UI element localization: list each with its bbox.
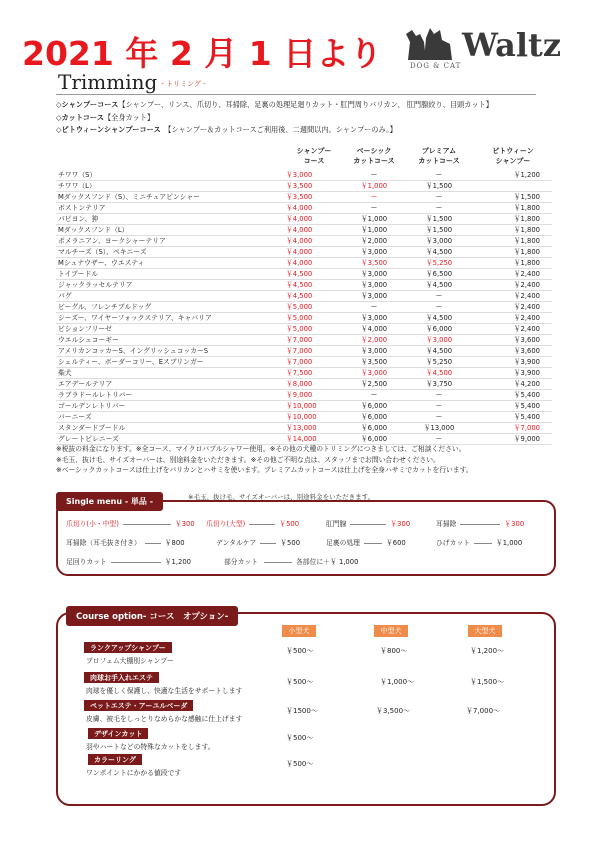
price-cell: ￥1,800 <box>474 236 552 247</box>
waltz-logo <box>404 20 561 76</box>
single-item-label: デンタルケア <box>216 539 257 547</box>
price-cell: ￥4,000 <box>344 324 404 335</box>
course-option-tab: Course option- コース オプション- <box>66 606 238 626</box>
price-cell: ー <box>404 412 474 423</box>
price-cell: ー <box>404 390 474 401</box>
price-cell: ￥4,000 <box>284 214 344 225</box>
single-item-label: 爪切り(大型) <box>206 520 246 528</box>
price-cell: ￥7,000 <box>284 357 344 368</box>
single-item-label: 足裏の処理 <box>326 539 360 547</box>
option-price-large: ￥7,000～ <box>466 707 501 715</box>
price-cell: ￥6,000 <box>344 423 404 434</box>
option-price-small: ￥500～ <box>286 734 314 742</box>
breed-cell: シーズー、ワイヤーフォックステリア、キャバリア <box>56 313 284 324</box>
breed-cell: ポメラニアン、ヨークシャーテリア <box>56 236 284 247</box>
single-item-price: ￥800 <box>164 539 185 547</box>
single-row-3c <box>260 556 358 566</box>
table-row <box>56 401 552 412</box>
price-cell: ￥4,000 <box>284 225 344 236</box>
single-item-price: 各部位に＋￥ 1,000 <box>296 558 359 566</box>
table-row <box>56 203 552 214</box>
course-detail: 【全身カット】 <box>103 112 155 122</box>
price-cell: ー <box>344 170 404 181</box>
course-detail: 【シャンプー＆カットコースご利用後、二週間以内。シャンプーのみ。】 <box>167 125 397 134</box>
option-price-small: ￥500～ <box>286 760 314 768</box>
price-cell: ￥2,000 <box>344 236 404 247</box>
single-item-label: 爪切り(小・中型) <box>66 520 119 528</box>
option-desc: プロフェム大棚別シャンプー <box>86 657 174 665</box>
single-item-price: ￥300 <box>504 520 525 528</box>
table-row <box>56 434 552 445</box>
option-price-medium: ￥3,500～ <box>376 707 411 715</box>
price-cell: ￥1,800 <box>474 203 552 214</box>
single-row-2b <box>216 537 300 547</box>
price-cell: ￥1,800 <box>474 258 552 269</box>
breed-cell: バーニーズ <box>56 412 284 423</box>
table-row <box>56 302 552 313</box>
price-cell: ￥6,000 <box>404 324 474 335</box>
trimming-subtitle: - トリミング - <box>161 79 206 88</box>
price-cell: ￥4,500 <box>404 280 474 291</box>
price-table <box>56 142 552 445</box>
price-cell: ￥1,800 <box>474 225 552 236</box>
price-cell: ￥5,000 <box>284 313 344 324</box>
single-item-price: ￥500 <box>279 520 300 528</box>
price-cell: ￥7,000 <box>284 335 344 346</box>
breed-cell: トイプードル <box>56 269 284 280</box>
price-cell: ￥3,000 <box>404 335 474 346</box>
option-label: カラーリング <box>88 754 142 765</box>
option-price-medium: ￥1,000～ <box>380 678 415 686</box>
price-cell: ￥3,000 <box>344 313 404 324</box>
course-descriptions <box>56 99 556 137</box>
price-cell: ￥7,000 <box>284 346 344 357</box>
single-row-2d <box>436 537 522 547</box>
table-row <box>56 192 552 203</box>
breed-cell: ボストンテリア <box>56 203 284 214</box>
price-cell: ー <box>404 302 474 313</box>
price-cell: ￥1,800 <box>474 214 552 225</box>
logo-subtitle: DOG & CAT <box>410 62 462 70</box>
breed-cell: エアデールテリア <box>56 379 284 390</box>
price-cell: ￥1,500 <box>404 225 474 236</box>
option-price-medium: ￥800～ <box>380 647 408 655</box>
single-item-price: ￥500 <box>280 539 301 547</box>
price-cell: ￥7,500 <box>284 368 344 379</box>
single-row-1c <box>326 518 410 528</box>
course-name: ◇ピトウィーンシャンプーコース <box>56 125 161 134</box>
price-cell: ￥2,500 <box>344 379 404 390</box>
price-cell: ￥3,900 <box>474 357 552 368</box>
course-detail: 【シャンプー、リンス、爪切り、耳掃除、足裏の処理足廻りカット・肛門周りバリカン、 肛門腺絞り、目頭カット】 <box>118 100 493 109</box>
price-cell: ￥13,000 <box>404 423 474 434</box>
table-row <box>56 346 552 357</box>
price-cell: ￥1,500 <box>474 192 552 203</box>
price-cell: ￥5,250 <box>404 258 474 269</box>
price-cell: ￥10,000 <box>284 412 344 423</box>
price-cell: ー <box>404 434 474 445</box>
header-breed <box>56 142 284 170</box>
single-item-label: ひげカット <box>436 539 470 547</box>
table-row <box>56 390 552 401</box>
price-cell: ー <box>344 390 404 401</box>
table-row <box>56 170 552 181</box>
date-heading: 2021 年 2 月 1 日より <box>22 34 383 73</box>
header-premium-cut: プレミアム カットコース <box>418 147 460 165</box>
table-row <box>56 368 552 379</box>
price-cell: ￥3,000 <box>344 280 404 291</box>
course-cut <box>56 112 556 125</box>
price-cell: ￥4,000 <box>284 203 344 214</box>
course-name: ◇シャンプーコース <box>56 100 119 109</box>
single-item-label: 耳掃除 <box>436 520 457 528</box>
single-item-label: 耳掃除（耳毛抜き付き） <box>66 539 141 547</box>
price-cell: ￥2,400 <box>474 313 552 324</box>
price-cell: ー <box>404 401 474 412</box>
single-item-label: 部分カット <box>224 558 258 566</box>
course-shampoo <box>56 99 556 112</box>
option-desc: 羽やハートなどの特殊なカットをします。 <box>86 743 215 751</box>
breed-cell: スタンダードプードル <box>56 423 284 434</box>
price-cell: ￥3,000 <box>344 269 404 280</box>
option-price-small: ￥500～ <box>286 678 314 686</box>
breed-cell: ウエルシュコーギー <box>56 335 284 346</box>
single-row-2c <box>326 537 406 547</box>
option-desc: 皮膚、被毛をしっとりなめらかな感触に仕上げます <box>86 715 243 723</box>
price-cell: ￥3,000 <box>344 368 404 379</box>
single-item-price: ￥1,200 <box>164 558 191 566</box>
price-cell: ー <box>404 192 474 203</box>
table-row <box>56 412 552 423</box>
price-cell: ￥4,500 <box>404 368 474 379</box>
logo-wordmark: Waltz <box>462 26 561 64</box>
table-row <box>56 357 552 368</box>
price-cell: ￥9,000 <box>474 434 552 445</box>
single-row-1 <box>66 518 195 528</box>
breed-cell: ゴールデンレトリバー <box>56 401 284 412</box>
option-price-large: ￥1,500～ <box>470 678 505 686</box>
table-row <box>56 423 552 434</box>
price-cell: ￥2,400 <box>474 324 552 335</box>
price-cell: ￥3,750 <box>404 379 474 390</box>
price-cell: ￥3,500 <box>284 181 344 192</box>
price-cell: ￥4,200 <box>474 379 552 390</box>
price-cell: ￥1,000 <box>344 214 404 225</box>
price-cell: ￥2,400 <box>474 302 552 313</box>
notes <box>56 444 556 476</box>
table-body <box>56 170 552 445</box>
breed-cell: 柴犬 <box>56 368 284 379</box>
price-cell: ￥6,000 <box>344 434 404 445</box>
price-cell: ￥3,000 <box>404 236 474 247</box>
table-row <box>56 280 552 291</box>
price-cell: ￥13,000 <box>284 423 344 434</box>
single-row-3b <box>224 556 258 566</box>
price-cell: ￥5,000 <box>284 324 344 335</box>
price-cell: ￥3,600 <box>474 346 552 357</box>
breed-cell: シェルティー、ボーダーコリー、Eスプリンガー <box>56 357 284 368</box>
single-item-price: ￥300 <box>390 520 411 528</box>
price-cell: ￥3,500 <box>344 258 404 269</box>
price-cell: ￥3,000 <box>344 291 404 302</box>
price-cell: ￥4,000 <box>284 236 344 247</box>
option-label: 肉球お手入れエステ <box>84 672 159 683</box>
price-cell: ￥1,500 <box>404 181 474 192</box>
note-line: ※税抜の料金になります。※全コース、マイクロバブルシャワー使用。※その他の犬種のトリミングにつきましては、ご相談ください。 <box>56 445 466 453</box>
price-cell: ￥5,000 <box>284 302 344 313</box>
table-row <box>56 214 552 225</box>
price-cell: ￥3,500 <box>284 192 344 203</box>
price-cell: ￥6,500 <box>404 269 474 280</box>
price-cell: ￥4,500 <box>404 346 474 357</box>
single-row-1d <box>436 518 524 528</box>
breed-cell: ジャックラッセルテリア <box>56 280 284 291</box>
breed-cell: パグ <box>56 291 284 302</box>
note-line: ※毛玉、抜け毛、サイズオーバーは、別途料金をいただきます。※その他ご不明な点は、スタッフまでお問い合わせください。 <box>56 455 440 464</box>
table-row <box>56 247 552 258</box>
breed-cell: ラブラドールレトリバー <box>56 390 284 401</box>
price-cell: ￥1,000 <box>344 181 404 192</box>
table-row <box>56 258 552 269</box>
price-cell: ￥5,400 <box>474 390 552 401</box>
price-cell: ー <box>404 291 474 302</box>
single-row-1b <box>206 518 299 528</box>
single-item-price: ￥300 <box>174 520 195 528</box>
price-cell: ￥4,000 <box>284 258 344 269</box>
price-cell: ￥1,800 <box>474 247 552 258</box>
price-cell: ￥4,500 <box>284 291 344 302</box>
breed-cell: Mシュナウザー、ウエスティ <box>56 258 284 269</box>
trimming-title-text: Trimming <box>58 70 158 94</box>
price-cell: ￥4,500 <box>404 247 474 258</box>
table-header-row <box>56 142 552 170</box>
table-row <box>56 236 552 247</box>
table-row <box>56 181 552 192</box>
price-cell: ー <box>404 170 474 181</box>
header-between: ビトウィーン シャンプー <box>492 147 534 165</box>
single-menu-note: ※毛玉、抜け毛、サイズオーバーは、別途料金をいただきます。 <box>188 493 375 501</box>
price-cell: ￥4,500 <box>284 280 344 291</box>
price-cell: ￥2,400 <box>474 280 552 291</box>
price-cell: ￥5,400 <box>474 412 552 423</box>
price-cell: ￥6,000 <box>344 401 404 412</box>
size-medium: 中型犬 <box>374 625 408 637</box>
size-small: 小型犬 <box>282 625 316 637</box>
breed-cell: アメリカンコッカーS、イングリッシュコッカーS <box>56 346 284 357</box>
table-row <box>56 313 552 324</box>
breed-cell: Mダックスフンド（L） <box>56 225 284 236</box>
size-large: 大型犬 <box>468 625 502 637</box>
price-cell: ￥4,000 <box>284 247 344 258</box>
option-price-small: ￥1500～ <box>286 707 318 715</box>
header-shampoo: シャンプー コース <box>296 147 332 165</box>
breed-cell: チワワ（S） <box>56 170 284 181</box>
breed-cell: パピヨン、狆 <box>56 214 284 225</box>
price-cell: ￥1,000 <box>344 225 404 236</box>
breed-cell: ビーグル、フレンチブルドッグ <box>56 302 284 313</box>
price-cell: ー <box>404 203 474 214</box>
single-item-price: ￥600 <box>385 539 406 547</box>
option-label: ランクアップシャンプー <box>84 642 172 653</box>
price-cell: ￥9,000 <box>284 390 344 401</box>
price-cell: ￥6,000 <box>344 412 404 423</box>
trimming-title <box>58 70 206 94</box>
table-row <box>56 269 552 280</box>
price-cell: ￥3,600 <box>474 335 552 346</box>
price-cell: ￥3,000 <box>344 247 404 258</box>
header-basic-cut: ベーシック カットコース <box>353 147 395 165</box>
price-cell: ー <box>344 203 404 214</box>
table-row <box>56 324 552 335</box>
price-cell: ￥10,000 <box>284 401 344 412</box>
price-cell: ￥5,400 <box>474 401 552 412</box>
price-cell: ￥3,000 <box>284 170 344 181</box>
price-cell <box>474 181 552 192</box>
price-cell: ￥4,500 <box>284 269 344 280</box>
option-desc: ワンポイントにかかる値段です <box>86 769 182 777</box>
breed-cell: グレートピレニーズ <box>56 434 284 445</box>
table-row <box>56 335 552 346</box>
price-cell: ￥2,400 <box>474 269 552 280</box>
note-line: ※ベーシックカットコースは仕上げをバリカンとハサミを使います。プレミアムカットコースは仕上げを全身ハサミでカットを行います。 <box>56 466 473 474</box>
table-row <box>56 379 552 390</box>
price-cell: ￥3,500 <box>344 357 404 368</box>
price-cell: ー <box>344 192 404 203</box>
option-price-small: ￥500～ <box>286 647 314 655</box>
option-desc: 肉球を優しく保護し、快適な生活をサポートします <box>86 687 243 695</box>
price-cell: ￥5,250 <box>404 357 474 368</box>
course-between <box>56 124 556 137</box>
breed-cell: マルチーズ（S）、ペキニーズ <box>56 247 284 258</box>
single-row-3 <box>66 556 191 566</box>
price-cell: ￥1,500 <box>404 214 474 225</box>
price-cell: ￥14,000 <box>284 434 344 445</box>
table-row <box>56 291 552 302</box>
price-cell: ￥3,900 <box>474 368 552 379</box>
course-name: ◇カットコース <box>56 112 104 122</box>
price-cell: ￥4,500 <box>404 313 474 324</box>
option-label: ペットエステ・アーユルベーダ <box>84 700 193 711</box>
price-cell: ￥7,000 <box>474 423 552 434</box>
breed-cell: ビションフリーゼ <box>56 324 284 335</box>
single-menu-tab: Single menu - 単品 - <box>56 492 163 511</box>
dog-cat-silhouette-icon <box>404 20 464 64</box>
option-label: デザインカット <box>88 728 148 739</box>
title-underline <box>56 94 536 95</box>
single-row-2 <box>66 537 185 547</box>
price-cell: ￥2,400 <box>474 291 552 302</box>
single-item-label: 足回りカット <box>66 558 107 566</box>
price-cell: ￥3,000 <box>344 346 404 357</box>
price-cell: ￥8,000 <box>284 379 344 390</box>
single-item-label: 肛門腺 <box>326 520 347 528</box>
price-cell: ー <box>344 302 404 313</box>
price-cell: ￥2,000 <box>344 335 404 346</box>
option-price-large: ￥1,200～ <box>470 647 505 655</box>
breed-cell: チワワ（L） <box>56 181 284 192</box>
single-item-price: ￥1,000 <box>495 539 523 547</box>
price-cell: ￥1,200 <box>474 170 552 181</box>
table-row <box>56 225 552 236</box>
breed-cell: Mダックスフンド（S）、ミニチュアピンシャー <box>56 192 284 203</box>
